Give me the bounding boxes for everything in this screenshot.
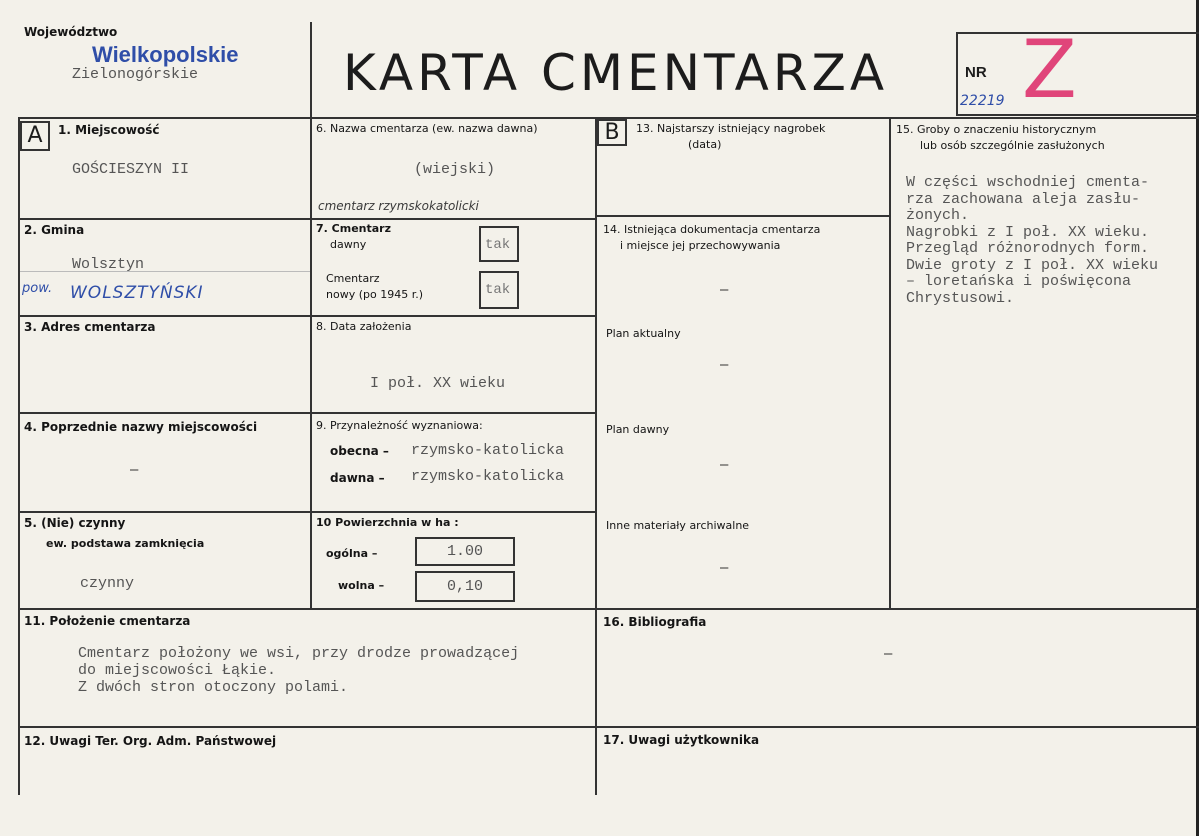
field-3-label: 3. Adres cmentarza (24, 320, 156, 334)
gmina-underline (20, 271, 310, 272)
field-14-label: 14. Istniejąca dokumentacja cmentarza (603, 223, 821, 236)
field-14-plan-dawny: Plan dawny (606, 423, 670, 436)
grid-line (18, 315, 595, 317)
field-1-label: 1. Miejscowość (58, 123, 160, 137)
field-14-plan-aktualny-value: – (720, 356, 729, 373)
field-10-ogolna-label: ogólna – (326, 547, 378, 560)
field-15-line: Nagrobki z I poł. XX wieku. (906, 224, 1150, 241)
grid-line (18, 608, 1199, 610)
field-14-plan-aktualny: Plan aktualny (606, 327, 681, 340)
grid-line (595, 215, 889, 217)
grid-line (595, 117, 597, 795)
field-6-handwritten: cmentarz rzymskokatolicki (318, 199, 479, 213)
field-14-value: – (720, 281, 729, 298)
field-11-line: Cmentarz położony we wsi, przy drodze prowadzącej (78, 645, 520, 662)
grid-line (18, 511, 595, 513)
field-9-obecna-value: rzymsko-katolicka (411, 442, 565, 459)
field-7-nowy-label: Cmentarz (326, 272, 380, 285)
field-7-dawny-label: dawny (330, 238, 367, 251)
nr-number: 22219 (960, 93, 1005, 109)
field-10-wolna-value: 0,10 (415, 571, 515, 602)
field-14-plan-dawny-value: – (720, 456, 729, 473)
field-15-label: 15. Groby o znaczeniu historycznym (896, 123, 1097, 136)
field-6-label: 6. Nazwa cmentarza (ew. nazwa dawna) (316, 122, 538, 135)
nr-label: NR (965, 64, 987, 81)
field-9-label: 9. Przynależność wyznaniowa: (316, 419, 483, 432)
field-15-line: rza zachowana aleja zasłu- (906, 191, 1141, 208)
grid-line (18, 412, 595, 414)
wojewodztwo-label: Województwo (24, 25, 118, 39)
field-7-dawny-value: tak (479, 226, 519, 262)
field-2-pow-prefix: pow. (22, 281, 53, 296)
field-9-dawna-label: dawna – (330, 471, 385, 485)
field-12-label: 12. Uwagi Ter. Org. Adm. Państwowej (24, 734, 277, 748)
field-6-value: (wiejski) (414, 161, 496, 178)
field-1-value: GOŚCIESZYN II (72, 161, 190, 178)
field-2-label: 2. Gmina (24, 223, 85, 237)
field-15-line: Dwie groty z I poł. XX wieku (906, 257, 1159, 274)
field-5-value: czynny (80, 575, 135, 592)
field-4-value: – (130, 461, 139, 478)
grid-line (889, 117, 891, 609)
field-7-nowy-value: tak (479, 271, 519, 309)
nr-letter: Z (1022, 23, 1077, 116)
grid-line (310, 117, 312, 609)
field-16-label: 16. Bibliografia (603, 615, 707, 629)
header-divider (310, 22, 312, 118)
field-8-value: I poł. XX wieku (370, 375, 506, 392)
field-2-value: Wolsztyn (72, 256, 145, 273)
field-14-inne-value: – (720, 559, 729, 576)
card-title: KARTA CMENTARZA (343, 44, 889, 102)
wojewodztwo-old: Zielonogórskie (72, 66, 199, 83)
wojewodztwo-stamp: Wielkopolskie (92, 42, 239, 67)
field-10-wolna-label: wolna – (338, 579, 385, 592)
field-7-label: 7. Cmentarz (316, 222, 391, 235)
field-2-pow-value: WOLSZTYŃSKI (70, 283, 204, 303)
field-9-obecna-label: obecna – (330, 444, 389, 458)
grid-line (18, 726, 1199, 728)
section-b-letter: B (597, 119, 627, 146)
field-17-label: 17. Uwagi użytkownika (603, 733, 760, 747)
section-a-letter: A (20, 121, 50, 151)
field-15-line: żonych. (906, 207, 970, 224)
field-8-label: 8. Data założenia (316, 320, 412, 333)
field-15-line: W części wschodniej cmenta- (906, 174, 1150, 191)
field-11-line: do miejscowości Łąkie. (78, 662, 277, 679)
field-7-nowy-sublabel: nowy (po 1945 r.) (326, 288, 423, 301)
field-11-label: 11. Położenie cmentarza (24, 614, 191, 628)
field-10-label: 10 Powierzchnia w ha : (316, 516, 459, 529)
field-14-inne: Inne materiały archiwalne (606, 519, 750, 532)
field-15-line: Chrystusowi. (906, 290, 1015, 307)
grid-line (18, 218, 595, 220)
field-13-sublabel: (data) (688, 138, 722, 151)
field-5-label: 5. (Nie) czynny (24, 516, 126, 530)
field-9-dawna-value: rzymsko-katolicka (411, 468, 565, 485)
field-15-line: – loretańska i poświęcona (906, 273, 1132, 290)
field-5-sublabel: ew. podstawa zamknięcia (46, 537, 205, 550)
field-10-ogolna-value: 1.00 (415, 537, 515, 566)
field-15-line: Przegląd różnorodnych form. (906, 240, 1150, 257)
field-11-line: Z dwóch stron otoczony polami. (78, 679, 349, 696)
field-14-sublabel: i miejsce jej przechowywania (620, 239, 781, 252)
field-16-value: – (884, 645, 893, 662)
field-15-sublabel: lub osób szczególnie zasłużonych (920, 139, 1105, 152)
field-13-label: 13. Najstarszy istniejący nagrobek (636, 122, 826, 135)
field-4-label: 4. Poprzednie nazwy miejscowości (24, 420, 258, 434)
